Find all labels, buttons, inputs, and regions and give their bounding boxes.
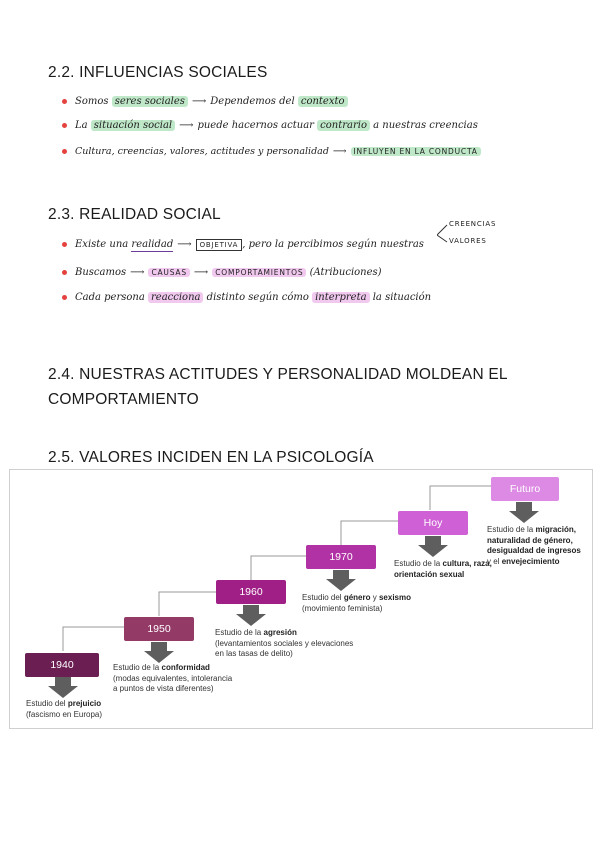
- note-text: Cada persona: [75, 292, 145, 303]
- heading-line-1: 2.4. NUESTRAS ACTITUDES Y PERSONALIDAD MOLDEAN EL: [48, 366, 508, 383]
- note-realidad-objetiva: [62, 239, 424, 250]
- note-text: Dependemos: [210, 96, 276, 107]
- note-text: puede hacernos actuar: [197, 120, 314, 131]
- tl-bold: migración, naturalidad de género, desigualdad de ingresos: [487, 525, 581, 555]
- heading-line-2: COMPORTAMIENTO: [48, 391, 199, 408]
- note-text: Buscamos: [75, 267, 127, 278]
- bullet-icon: [62, 123, 67, 128]
- note-cada-persona: [62, 292, 431, 303]
- highlight-contrario: contrario: [317, 120, 370, 131]
- timeline-text-1940: [26, 699, 126, 720]
- tl-bold: cultura, raza, orientación sexual: [394, 559, 492, 579]
- beliefs-values-branch: [437, 220, 517, 250]
- timeline-connectors: [10, 470, 592, 728]
- tl-lead: Estudio del: [302, 593, 342, 602]
- arrow-right-icon: ⟶: [332, 146, 347, 157]
- tl-rest: (modas equivalentes, intolerancia a puntos de vista diferentes): [113, 673, 233, 693]
- bullet-icon: [62, 270, 67, 275]
- timeline-box-1970: 1970: [306, 545, 376, 569]
- tl-bold: género: [343, 593, 371, 602]
- tl-bold: prejuicio: [67, 699, 102, 708]
- note-text: Somos: [75, 96, 109, 107]
- note-text: (Atribuciones): [309, 267, 382, 278]
- highlight-contexto: contexto: [298, 96, 348, 107]
- timeline-text-1970: [302, 593, 412, 614]
- note-text: distinto según cómo: [206, 292, 309, 303]
- arrow-right-icon: ⟶: [177, 239, 192, 250]
- note-text: a nuestras creencias: [373, 120, 478, 131]
- arrow-right-icon: ⟶: [179, 120, 194, 131]
- timeline-text-1950: [113, 663, 238, 695]
- timeline-box-futuro: Futuro: [491, 477, 559, 501]
- tl-bold2: envejecimiento: [501, 556, 560, 566]
- tl-bold: agresión: [263, 628, 297, 637]
- tl-lead: Estudio de la: [113, 663, 160, 672]
- tl-bold: conformidad: [161, 663, 210, 672]
- note-text: La: [75, 120, 88, 131]
- heading-valores-psicologia: 2.5. VALORES INCIDEN EN LA PSICOLOGÍA: [48, 449, 374, 466]
- highlight-influyen-conducta: INFLUYEN EN LA CONDUCTA: [351, 147, 481, 156]
- arrow-right-icon: ⟶: [191, 96, 207, 107]
- note-buscamos-causas: [62, 267, 382, 278]
- timeline-text-hoy: [394, 559, 494, 580]
- note-text: Existe una: [75, 239, 129, 250]
- boxed-objetiva: OBJETIVA: [196, 239, 243, 251]
- heading-influencias-sociales: 2.2. INFLUENCIAS SOCIALES: [48, 64, 268, 81]
- note-situacion-social: [62, 120, 478, 131]
- underline-realidad: realidad: [131, 239, 174, 250]
- tl-mid: y: [372, 593, 377, 602]
- note-text: , pero la percibimos según nuestras: [242, 239, 424, 250]
- timeline-box-1940: 1940: [25, 653, 99, 677]
- bullet-icon: [62, 242, 67, 247]
- bullet-icon: [62, 99, 67, 104]
- highlight-interpreta: interpreta: [312, 292, 369, 303]
- tl-lead: Estudio de la: [394, 559, 441, 568]
- label-creencias: CREENCIAS: [449, 220, 497, 228]
- tl-rest: (levantamientos sociales y elevaciones en las tasas de delito): [215, 638, 354, 658]
- bullet-icon: [62, 149, 67, 154]
- note-cultura-creencias: [62, 146, 481, 157]
- tl-lead: Estudio de la: [215, 628, 262, 637]
- tl-lead: Estudio del: [26, 699, 66, 708]
- note-text: Cultura, creencias, valores, actitudes y personalidad: [75, 146, 329, 157]
- timeline-diagram: [9, 469, 593, 729]
- tl-lead: Estudio de la: [487, 525, 534, 534]
- timeline-text-1960: [215, 628, 355, 660]
- note-seres-sociales: [62, 96, 348, 107]
- tl-mid: y el: [487, 556, 500, 566]
- bullet-icon: [62, 295, 67, 300]
- label-valores: VALORES: [449, 237, 487, 245]
- timeline-box-1960: 1960: [216, 580, 286, 604]
- timeline-text-futuro: [487, 525, 587, 567]
- heading-realidad-social: 2.3. REALIDAD SOCIAL: [48, 206, 221, 223]
- highlight-causas: CAUSAS: [148, 268, 189, 277]
- tl-rest: (movimiento feminista): [302, 603, 383, 613]
- tl-rest: (fascismo en Europa): [26, 709, 103, 719]
- note-text: del: [279, 96, 295, 107]
- highlight-reacciona: reacciona: [148, 292, 203, 303]
- tl-bold2: sexismo: [378, 593, 411, 602]
- arrow-right-icon: ⟶: [193, 267, 209, 278]
- heading-actitudes-personalidad: [48, 362, 518, 412]
- note-text: la situación: [372, 292, 432, 303]
- arrow-right-icon: ⟶: [130, 267, 145, 278]
- highlight-situacion-social: situación social: [91, 120, 175, 131]
- timeline-box-hoy: Hoy: [398, 511, 468, 535]
- highlight-seres-sociales: seres sociales: [112, 96, 188, 107]
- highlight-comportamientos: COMPORTAMIENTOS: [212, 268, 306, 277]
- timeline-box-1950: 1950: [124, 617, 194, 641]
